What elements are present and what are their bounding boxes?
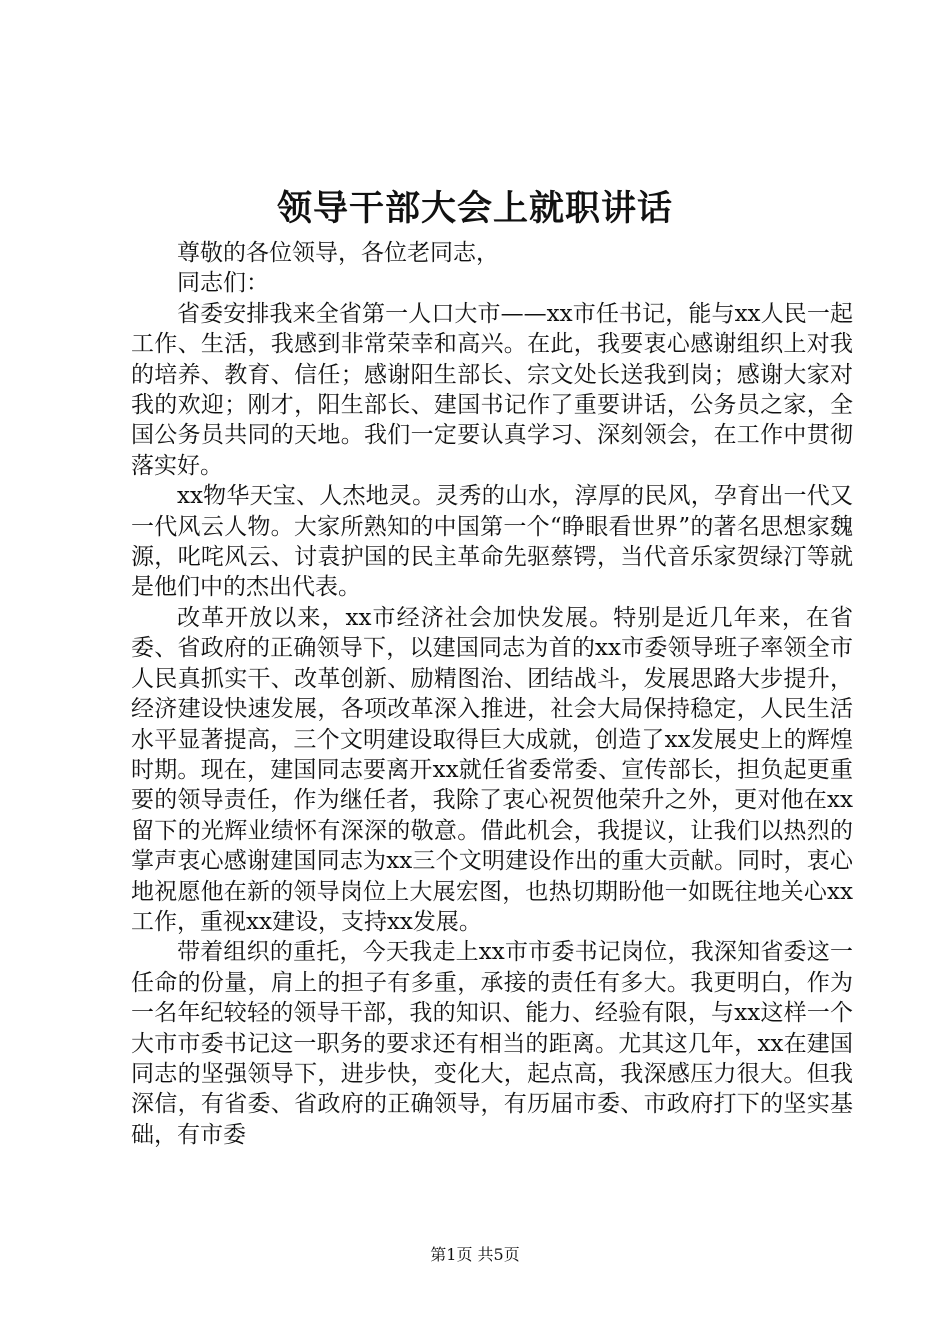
- document-title: 领导干部大会上就职讲话: [276, 188, 673, 229]
- page-number-footer: 第1页 共5页: [430, 1245, 520, 1264]
- body-paragraph: 改革开放以来，xx市经济社会加快发展。特别是近几年来，在省委、省政府的正确领导下，以建国同志为首的xx市委领导班子率领全市人民真抓实干、改革创新、励精图治、团结战斗，发展思路大步提升，经济建设快速发展，各项改革深入推进，社会大局保持稳定，人民生活水平显著提高，三个文明建设取得巨大成就，创造了xx发展史上的辉煌时期。现在，建国同志要离开xx就任省委常委、宣传部长，担负起更重要的领导责任，作为继任者，我除了衷心祝贺他荣升之外，更对他在xx留下的光辉业绩怀有深深的敬意。借此机会，我提议，让我们以热烈的掌声衷心感谢建国同志为xx三个文明建设作出的重大贡献。同时，衷心地祝愿他在新的领导岗位上大展宏图，也热切期盼他一如既往地关心xx工作，重视xx建设，支持xx发展。: [131, 604, 853, 935]
- salutation-line: 尊敬的各位领导，各位老同志，: [177, 240, 499, 266]
- body-paragraph: xx物华天宝、人杰地灵。灵秀的山水，淳厚的民风，孕育出一代又一代风云人物。大家所熟知的中国第一个“睁眼看世界”的著名思想家魏源，叱咤风云、讨袁护国的民主革命先驱蔡锷，当代音乐家贺绿汀等就是他们中的杰出代表。: [131, 483, 853, 601]
- body-paragraph: 省委安排我来全省第一人口大市——xx市任书记，能与xx人民一起工作、生活，我感到非常荣幸和高兴。在此，我要衷心感谢组织上对我的培养、教育、信任；感谢阳生部长、宗文处长送我到岗；感谢大家对我的欢迎；刚才，阳生部长、建国书记作了重要讲话，公务员之家，全国公务员共同的天地。我们一定要认真学习、深刻领会，在工作中贯彻落实好。: [131, 300, 853, 479]
- salutation-line: 同志们：: [177, 270, 269, 297]
- body-paragraph: 带着组织的重托，今天我走上xx市市委书记岗位，我深知省委这一任命的份量，肩上的担子有多重，承接的责任有多大。我更明白，作为一名年纪较轻的领导干部，我的知识、能力、经验有限，与xx这样一个大市市委书记这一职务的要求还有相当的距离。尤其这几年，xx在建国同志的坚强领导下，进步快，变化大，起点高，我深感压力很大。但我深信，有省委、省政府的正确领导，有历届市委、市政府打下的坚实基础，有市委: [131, 939, 853, 1148]
- document-body: [131, 238, 853, 1150]
